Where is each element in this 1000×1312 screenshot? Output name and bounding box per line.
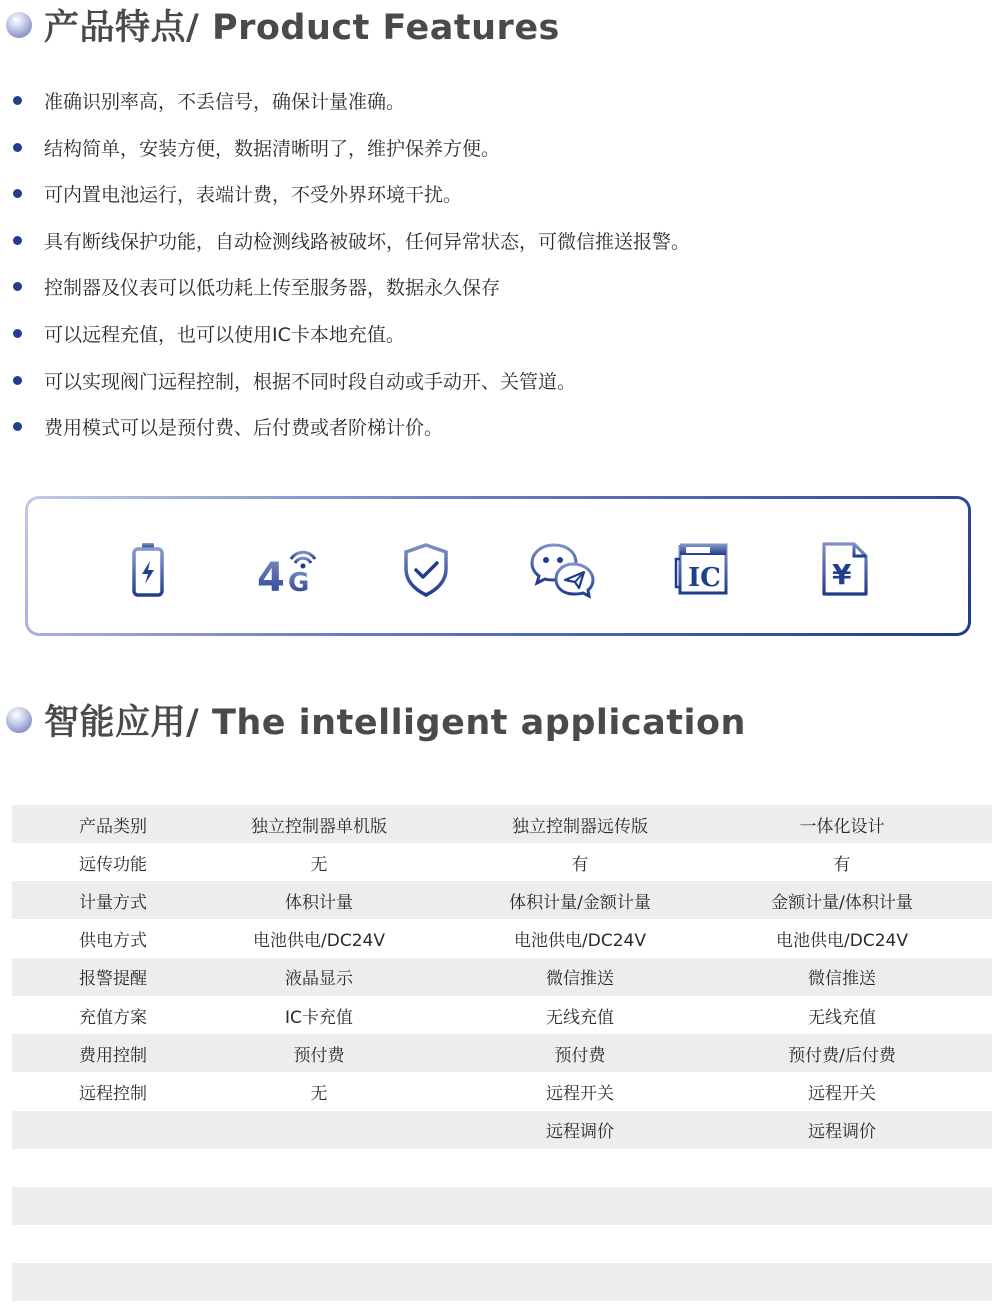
title-bullet-icon (6, 707, 32, 733)
table-row (12, 881, 992, 919)
table-cell: 液晶显示 (285, 969, 353, 990)
table-row (12, 1187, 992, 1225)
table-cell (214, 1263, 424, 1301)
4g-icon (253, 539, 323, 599)
table-cell: 有 (833, 854, 851, 875)
section-title-features (0, 2, 560, 48)
table-cell (424, 1187, 736, 1225)
feature-item: 控制器及仪表可以低功耗上传至服务器，数据永久保存 (0, 271, 500, 301)
table-cell (214, 1111, 424, 1149)
table-cell (214, 1225, 424, 1263)
feature-item: 可以远程充值，也可以使用IC卡本地充值。 (0, 318, 405, 348)
table-row (12, 1072, 992, 1110)
svg-text:¥: ¥ (832, 558, 852, 591)
table-cell: 微信推送 (546, 969, 614, 990)
feature-item: 可内置电池运行，表端计费，不受外界环境干扰。 (0, 178, 462, 208)
table-row (12, 805, 992, 843)
table-cell: 预付费/后付费 (788, 1045, 896, 1066)
table-cell: 远传功能 (79, 854, 147, 875)
table-cell: 报警提醒 (79, 969, 147, 990)
table-cell: 产品类别 (79, 816, 147, 837)
table-row (12, 1034, 992, 1072)
table-cell (12, 1111, 214, 1149)
table-cell: 远程控制 (79, 1083, 147, 1104)
bullet-icon (13, 189, 22, 198)
table-cell: IC卡充值 (285, 1007, 353, 1028)
table-cell (12, 1187, 214, 1225)
table-cell: 电池供电/DC24V (514, 931, 646, 952)
table-cell: 预付费 (554, 1045, 606, 1066)
svg-text:4: 4 (257, 555, 285, 599)
table-cell: 供电方式 (79, 931, 147, 952)
table-cell: 独立控制器远传版 (512, 816, 648, 837)
ic-card-icon (668, 539, 738, 599)
table-cell: 电池供电/DC24V (253, 931, 385, 952)
table-cell: 金额计量/体积计量 (771, 892, 913, 913)
bullet-icon (13, 143, 22, 152)
table-cell: 一体化设计 (799, 816, 885, 837)
table-row (12, 1149, 992, 1187)
table-cell (736, 1149, 948, 1187)
feature-item: 准确识别率高，不丢信号，确保计量准确。 (0, 85, 405, 115)
table-cell: 费用控制 (79, 1045, 147, 1066)
table-cell (736, 1225, 948, 1263)
svg-text:G: G (288, 568, 310, 598)
table-row (12, 958, 992, 996)
feature-item: 具有断线保护功能，自动检测线路被破坏，任何异常状态，可微信推送报警。 (0, 225, 690, 255)
table-cell (12, 1263, 214, 1301)
table-cell: 体积计量/金额计量 (509, 892, 651, 913)
table-cell: 充值方案 (79, 1007, 147, 1028)
table-cell: 远程开关 (808, 1083, 876, 1104)
bullet-icon (13, 329, 22, 338)
table-cell (12, 1225, 214, 1263)
svg-text:IC: IC (688, 563, 721, 593)
table-cell: 体积计量 (285, 892, 353, 913)
table-cell: 无线充值 (546, 1007, 614, 1028)
feature-item: 可以实现阀门远程控制，根据不同时段自动或手动开、关管道。 (0, 365, 576, 395)
table-cell (214, 1187, 424, 1225)
table-row (12, 1263, 992, 1301)
table-cell: 预付费 (293, 1045, 345, 1066)
bullet-icon (13, 282, 22, 291)
table-cell: 远程调价 (546, 1122, 614, 1143)
table-cell: 有 (571, 854, 589, 875)
bullet-icon (13, 376, 22, 385)
table-cell: 无 (310, 854, 328, 875)
feature-icon-panel (25, 496, 971, 636)
table-cell (12, 1149, 214, 1187)
table-cell (736, 1187, 948, 1225)
bullet-icon (13, 422, 22, 431)
table-cell: 远程开关 (546, 1083, 614, 1104)
table-row (12, 1111, 992, 1149)
table-row (12, 843, 992, 881)
table-cell: 电池供电/DC24V (776, 931, 908, 952)
yuan-bill-icon (808, 539, 878, 599)
application-heading: 智能应用/ The intelligent application (44, 703, 746, 743)
table-row (12, 996, 992, 1034)
features-heading: 产品特点/ Product Features (44, 8, 560, 48)
feature-item: 费用模式可以是预付费、后付费或者阶梯计价。 (0, 411, 443, 441)
table-cell: 无 (310, 1083, 328, 1104)
wechat-push-icon (528, 539, 598, 599)
bullet-icon (13, 96, 22, 105)
table-row (12, 920, 992, 958)
bullet-icon (13, 236, 22, 245)
table-cell: 微信推送 (808, 969, 876, 990)
battery-icon (113, 539, 183, 599)
table-cell: 独立控制器单机版 (251, 816, 387, 837)
table-cell: 计量方式 (79, 892, 147, 913)
table-cell (736, 1263, 948, 1301)
table-cell (214, 1149, 424, 1187)
feature-item: 结构简单，安装方便，数据清晰明了，维护保养方便。 (0, 132, 500, 162)
table-cell: 无线充值 (808, 1007, 876, 1028)
shield-check-icon (391, 539, 461, 599)
table-cell: 远程调价 (808, 1122, 876, 1143)
table-row (12, 1225, 992, 1263)
table-cell (424, 1225, 736, 1263)
table-cell (424, 1263, 736, 1301)
table-cell (424, 1149, 736, 1187)
section-title-application (0, 697, 746, 743)
title-bullet-icon (6, 12, 32, 38)
